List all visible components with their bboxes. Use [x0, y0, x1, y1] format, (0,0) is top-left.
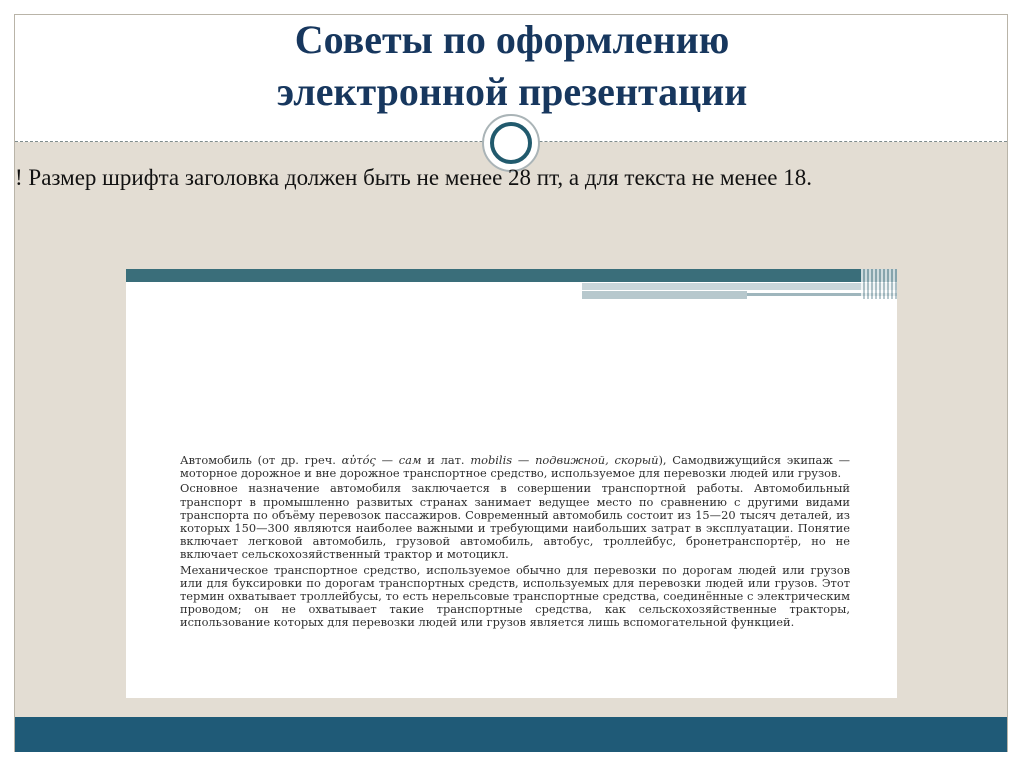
p1-part-f: —: [512, 453, 536, 467]
document-paragraph-1: [180, 454, 850, 480]
document-text: [180, 454, 850, 632]
document-image: [126, 269, 897, 698]
slide-title: [0, 14, 1024, 118]
header-stripe-mid: [582, 291, 747, 299]
footer-bar: [15, 717, 1007, 752]
p1-part-c: сам: [398, 453, 422, 467]
p1-part-e: mobilis: [470, 453, 513, 467]
p1-greek: αὐτός: [341, 453, 376, 467]
p1-part-h: ), Самодвижущийся экипаж — моторное дорожное и вне дорожное транспортное средство, используемое для перевозки людей или грузов.: [180, 453, 850, 481]
slide-title-line1: Советы по оформлению: [294, 17, 730, 62]
document-paragraph-2: Основное назначение автомобиля заключается в совершении транспортной работы. Автомобильный транспорт в промышленно развитых странах занимает ведущее место по сравнению с другими видами транспорта по объёму перевозок пассажиров. Современный автомобиль состоит из 15—20 тысяч деталей, из которых 150—300 являются наиболее важными и требующими наибольших затрат в эксплуатации. Понятие включает легковой автомобиль, грузовой автомобиль, автобус, троллейбус, бронетранспортёр, но не включает сельскохозяйственный трактор и мотоцикл.: [180, 481, 850, 562]
header-stripe-gap: [126, 282, 581, 285]
circle-ornament-ring: [490, 122, 532, 164]
p1-part-d: и лат.: [421, 453, 471, 467]
p1-part-g: подвижной, скорый: [535, 453, 659, 467]
p1-part-b: —: [375, 453, 399, 467]
slide-title-line2: электронной презентации: [276, 69, 748, 114]
header-stripe: [126, 269, 897, 282]
document-paragraph-3: Механическое транспортное средство, используемое обычно для перевозки по дорогам людей или грузов или для буксировки по дорогам транспортных средств, используемых для перевозки людей или грузов. Этот термин охватывает троллейбусы, то есть нерельсовые транспортные средства, соединённые с электрическим проводом; он не охватывает такие транспортные средства, как сельскохозяйственные тракторы, использование которых для перевозки людей или грузов является лишь вспомогательной функцией.: [180, 562, 850, 630]
subtitle-text: ! Размер шрифта заголовка должен быть не менее 28 пт, а для текста не менее 18.: [15, 165, 813, 190]
p1-part-a: Автомобиль (от др. греч.: [180, 453, 342, 467]
header-stripe-light: [582, 283, 897, 290]
header-stripe-ticks: [861, 269, 897, 299]
